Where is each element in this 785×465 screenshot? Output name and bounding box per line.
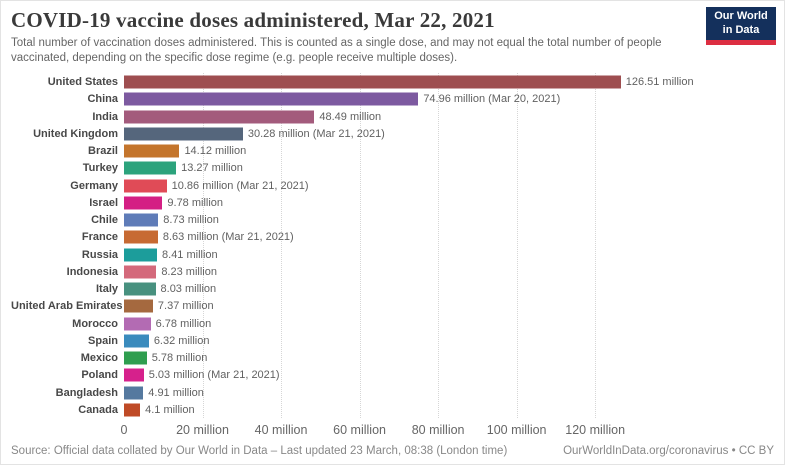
- value-label: 9.78 million: [167, 196, 224, 209]
- country-label: Germany: [70, 179, 118, 192]
- bar-indonesia[interactable]: [124, 265, 156, 278]
- chart-row-india: [11, 108, 764, 125]
- chart-row-turkey: [11, 160, 764, 177]
- value-label: 126.51 million: [625, 76, 694, 89]
- x-tick-label: 0: [120, 423, 128, 438]
- x-axis: [120, 418, 764, 440]
- country-label: Spain: [88, 334, 118, 347]
- country-label: France: [81, 231, 118, 244]
- chart-subtitle: Total number of vaccination doses administered. This is counted as a single dose, and may not equal the total number of people vaccinated, depending on the specific dose regime (e.g. people receive multiple doses).: [11, 37, 662, 64]
- row-plot: [124, 401, 764, 418]
- value-label: 7.37 million: [157, 300, 214, 313]
- chart-row-poland: [11, 367, 764, 384]
- value-label: 8.63 million (Mar 21, 2021): [162, 231, 294, 244]
- chart-row-united-states: [11, 73, 764, 90]
- bar-poland[interactable]: [124, 369, 144, 382]
- country-label: Chile: [91, 214, 118, 227]
- source-note: Source: Official data collated by Our World in Data – Last updated 23 March, 08:38 (London time): [11, 445, 508, 457]
- value-label: 8.03 million: [160, 283, 217, 296]
- bar-united-states[interactable]: [124, 76, 621, 89]
- country-label: United Kingdom: [33, 127, 118, 140]
- country-label: Italy: [95, 283, 118, 296]
- bar-morocco[interactable]: [124, 317, 151, 330]
- bar-china[interactable]: [124, 93, 418, 106]
- bar-united-arab-emirates[interactable]: [124, 300, 153, 313]
- bar-france[interactable]: [124, 231, 158, 244]
- value-label: 10.86 million (Mar 21, 2021): [171, 179, 309, 192]
- value-label: 8.73 million: [163, 214, 219, 227]
- value-label: 48.49 million: [319, 110, 382, 123]
- country-label: Turkey: [82, 162, 118, 175]
- chart-row-france: [11, 229, 764, 246]
- row-plot: [124, 332, 764, 349]
- row-plot: [124, 91, 764, 108]
- owid-logo[interactable]: [706, 7, 776, 45]
- bar-germany[interactable]: [124, 179, 167, 192]
- chart-footer: [11, 445, 774, 457]
- chart-row-spain: [11, 332, 764, 349]
- chart-row-united-kingdom: [11, 125, 764, 142]
- country-label: Brazil: [88, 145, 118, 158]
- value-label: 4.1 million: [145, 403, 195, 416]
- country-label: United Arab Emirates: [11, 300, 123, 313]
- value-label: 8.41 million: [162, 248, 218, 261]
- bar-turkey[interactable]: [124, 162, 176, 175]
- row-plot: [124, 125, 764, 142]
- row-plot: [124, 194, 764, 211]
- chart-row-mexico: [11, 349, 764, 366]
- chart-row-china: [11, 91, 764, 108]
- x-tick-label: 40 million: [254, 423, 308, 438]
- x-tick-label: 100 million: [486, 423, 547, 438]
- row-plot: [124, 142, 764, 159]
- chart-row-morocco: [11, 315, 764, 332]
- value-label: 14.12 million: [184, 145, 247, 158]
- value-label: 13.27 million: [181, 162, 243, 175]
- value-label: 74.96 million (Mar 20, 2021): [423, 93, 561, 106]
- logo-text-line2: in Data: [722, 23, 760, 36]
- chart-row-israel: [11, 194, 764, 211]
- country-label: Poland: [81, 369, 118, 382]
- bar-spain[interactable]: [124, 334, 149, 347]
- chart-row-russia: [11, 246, 764, 263]
- value-label: 8.23 million: [161, 265, 217, 278]
- value-label: 30.28 million (Mar 21, 2021): [247, 127, 385, 140]
- row-plot: [124, 367, 764, 384]
- value-label: 4.91 million: [148, 386, 204, 399]
- bar-chart: [11, 73, 764, 440]
- bar-brazil[interactable]: [124, 145, 179, 158]
- x-tick-label: 60 million: [333, 423, 386, 438]
- x-tick-label: 20 million: [176, 423, 229, 438]
- chart-row-brazil: [11, 142, 764, 159]
- chart-row-indonesia: [11, 263, 764, 280]
- value-label: 6.32 million: [153, 334, 210, 347]
- chart-row-italy: [11, 280, 764, 297]
- page-title: COVID-19 vaccine doses administered, Mar 22, 2021: [11, 8, 495, 32]
- bar-italy[interactable]: [124, 283, 156, 296]
- row-plot: [124, 177, 764, 194]
- value-label: 6.78 million: [155, 317, 212, 330]
- x-tick-label: 80 million: [411, 423, 465, 438]
- chart-rows: [11, 73, 764, 418]
- row-plot: [124, 298, 764, 315]
- x-tick-label: 120 million: [565, 423, 626, 438]
- row-plot: [124, 229, 764, 246]
- row-plot: [124, 280, 764, 297]
- row-plot: [124, 246, 764, 263]
- bar-india[interactable]: [124, 110, 314, 123]
- row-plot: [124, 315, 764, 332]
- row-plot: [124, 73, 764, 90]
- license-link[interactable]: OurWorldInData.org/coronavirus • CC BY: [563, 445, 774, 457]
- bar-mexico[interactable]: [124, 352, 147, 365]
- row-plot: [124, 211, 764, 228]
- country-label: Israel: [89, 196, 118, 209]
- chart-row-united-arab-emirates: [11, 298, 764, 315]
- value-label: 5.78 million: [151, 352, 208, 365]
- chart-row-chile: [11, 211, 764, 228]
- row-plot: [124, 108, 764, 125]
- country-label: China: [87, 93, 118, 106]
- bar-bangladesh[interactable]: [124, 386, 143, 399]
- row-plot: [124, 349, 764, 366]
- row-plot: [124, 263, 764, 280]
- country-label: India: [92, 110, 118, 123]
- chart-row-germany: [11, 177, 764, 194]
- chart-header: [1, 1, 784, 65]
- bar-canada[interactable]: [124, 403, 140, 416]
- bar-united-kingdom[interactable]: [124, 127, 243, 140]
- country-label: Morocco: [72, 317, 118, 330]
- logo-text-line1: Our World: [714, 10, 768, 23]
- chart-row-canada: [11, 401, 764, 418]
- country-label: Indonesia: [66, 265, 118, 278]
- country-label: Canada: [78, 403, 118, 416]
- bar-israel[interactable]: [124, 196, 162, 209]
- country-label: Bangladesh: [55, 386, 118, 399]
- row-plot: [124, 160, 764, 177]
- value-label: 5.03 million (Mar 21, 2021): [148, 369, 280, 382]
- row-plot: [124, 384, 764, 401]
- bar-russia[interactable]: [124, 248, 157, 261]
- country-label: Mexico: [80, 352, 118, 365]
- bar-chile[interactable]: [124, 214, 158, 227]
- country-label: United States: [47, 76, 118, 89]
- country-label: Russia: [81, 248, 118, 261]
- chart-row-bangladesh: [11, 384, 764, 401]
